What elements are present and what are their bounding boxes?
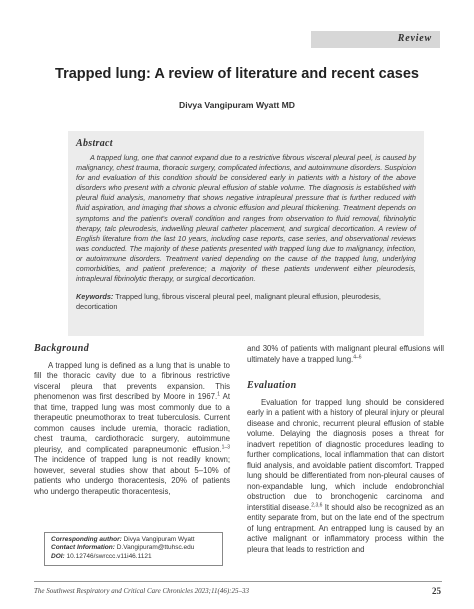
background-heading: Background [34, 343, 90, 354]
evaluation-heading: Evaluation [247, 380, 297, 391]
citation: 1–3 [221, 443, 230, 450]
keywords [76, 292, 416, 312]
citation: 1 [217, 391, 220, 398]
contact-information: Contact Information: D.Vangipuram@ttuhsc.edu [51, 544, 195, 552]
contact-email[interactable]: D.Vangipuram@ttuhsc.edu [116, 544, 195, 552]
footer-rule [34, 581, 442, 582]
left-column [34, 344, 230, 497]
article-title: Trapped lung: A review of literature and recent cases [55, 66, 419, 82]
article-author: Divya Vangipuram Wyatt MD [179, 100, 295, 110]
evaluation-paragraph: Evaluation for trapped lung should be considered early in a patient with a history of pleural injury or pleural disease and chronic, recurrent pleural effusion of stable volume. Delaying the diagnosis poses a threat for inadvert repetition of diagnostic procedures leading to further complications, local inflammation that can distort fluid analysis, and avoidable patient discomfort. Trapped lung should be differentiated from non-pleural causes of non-expandable lung, which include endobronchial obstruction due to bronchogenic carcinoma and interstitial disease.$^{2,3,6}$ It should also be recognized as an entity separate from, but on the late end of the spectrum of lung entrapment. An entrapped lung is caused by an active malignant or inflammatory process within the pleura that leads to restriction and [247, 397, 444, 554]
corresponding-author: Corresponding author: Divya Vangipuram Wyatt [51, 536, 195, 543]
keywords-label: Keywords: [76, 292, 114, 302]
correspondence-box [44, 532, 223, 566]
background-continuation: and 30% of patients with malignant pleural effusions will ultimately have a trapped lung.$^{4-6}$ [247, 344, 444, 364]
page-number: 25 [432, 586, 441, 596]
citation: 2,3,6 [311, 501, 323, 508]
section-band [311, 31, 440, 48]
doi: DOI: 10.12746/swrccc.v11i46.1121 [51, 552, 152, 560]
journal-citation: The Southwest Respiratory and Critical Care Chronicles 2023;11(46):25–33 [34, 587, 249, 595]
doi-link[interactable]: 10.12746/swrccc.v11i46.1121 [66, 552, 152, 560]
section-label: Review [397, 33, 432, 44]
keywords-list: Trapped lung, fibrous visceral pleural peel, malignant pleural effusion, pleurodesis, decortication [76, 292, 381, 312]
citation: 4–6 [353, 353, 362, 360]
background-paragraph: A trapped lung is defined as a lung that is unable to fill the thoracic cavity due to a fibrinous restrictive visceral pleura that prevents expansion. This phenomenon was first described by Moore in 1967.$^1$ At that time, trapped lung was most commonly due to a therapeutic pneumothorax to treat tuberculosis. Current common causes include uremia, thoracic radiation, chest trauma, cardiothoracic surgery, autoimmune pleurisy, and complicated parapneumonic effusion.$^{1-3}$ The incidence of trapped lung is not readily known; however, several studies show that about 5–10% of patients who undergo thoracentesis, 20% of patients who undergo therapeutic thoracentesis, [34, 360, 230, 496]
right-column [247, 344, 444, 555]
abstract-heading: Abstract [76, 138, 113, 149]
abstract-box [68, 131, 424, 336]
abstract-text: A trapped lung, one that cannot expand due to a restrictive fibrous visceral pleural peel, is caused by malignancy, chest trauma, thoracic surgery, complicated infections, and autoimmune disorders. Suspicion for and evaluation of this condition should be considered early in patients with a history of the above disorders who present with a chronic pleural effusion of stable volume. The diagnosis is established with pleural fluid analysis, manometry that shows negative intrapleural pressure that is further reduced with fluid aspiration, and imaging that shows a chronic effusion and pleural thickening. Treatment depends on symptoms and the patient's overall condition and ranges from observation to fluid removal, fibrinolytic therapy, talc pleurodesis, indwelling pleural catheter placement, and surgical decortication. A review of English literature from the last 10 years, including case reports, case series, and observational reviews was conducted. The majority of these patients presented with trapped lung due to malignancy, infection, or autoimmune disorders. Treatment varied depending on the cause of the trapped lung, underlying comorbidities, and patient preference; a majority of these patients underwent either pleurodesis, intrapleural fibrinolytic therapy, or surgical decortication. [76, 153, 417, 284]
